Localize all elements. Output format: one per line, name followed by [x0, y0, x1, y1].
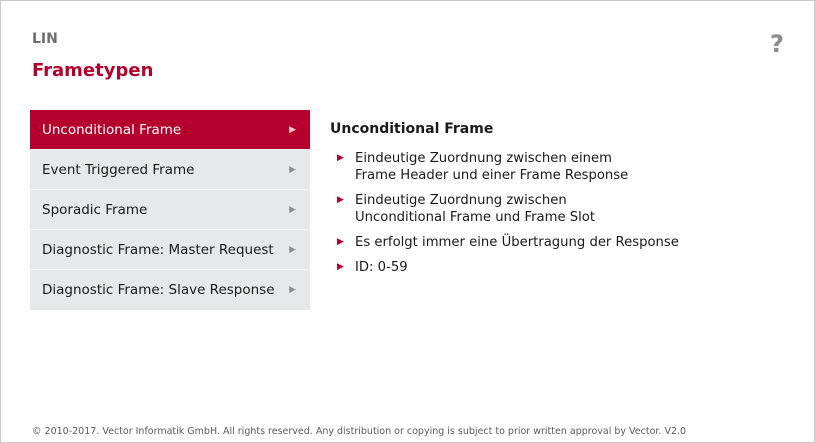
chevron-right-icon: ▶ [289, 285, 296, 295]
menu-item-label: Diagnostic Frame: Master Request [42, 241, 274, 258]
menu-item-sporadic-frame[interactable] [30, 190, 310, 230]
bullet-text: ID: 0-59 [355, 260, 408, 275]
menu-item-unconditional-frame[interactable] [30, 110, 310, 150]
bullet-text: Eindeutige Zuordnung zwischen Unconditional Frame und Frame Slot [355, 193, 596, 225]
detail-panel [330, 121, 790, 284]
bullet-arrow-icon: ▶ [337, 195, 344, 205]
chevron-right-icon: ▶ [289, 204, 296, 215]
chevron-right-icon: ▶ [289, 244, 296, 255]
help-icon[interactable]: ? [770, 30, 784, 58]
menu-item-label: Sporadic Frame [42, 201, 148, 218]
menu-item-event-triggered-frame[interactable] [30, 150, 310, 190]
bullet-arrow-icon: ▶ [337, 153, 344, 163]
bullet-item [330, 192, 790, 226]
section-label: LIN [32, 31, 58, 47]
bullet-item [330, 259, 790, 276]
menu-item-label: Unconditional Frame [42, 121, 182, 138]
bullet-text: Eindeutige Zuordnung zwischen einem Frame Header und einer Frame Response [355, 151, 629, 183]
copyright-footer: © 2010-2017. Vector Informatik GmbH. All rights reserved. Any distribution or copying is subject to prior written approval by Vector. V2.0 [32, 426, 687, 437]
menu-item-diagnostic-master-request[interactable] [30, 230, 310, 270]
bullet-item [330, 150, 790, 184]
bullet-item [330, 234, 790, 251]
page-title: Frametypen [32, 60, 154, 81]
chevron-right-icon: ▶ [289, 164, 296, 175]
bullet-arrow-icon: ▶ [337, 237, 344, 247]
chevron-right-icon: ▶ [289, 124, 296, 135]
frame-type-menu [30, 110, 310, 310]
menu-item-diagnostic-slave-response[interactable] [30, 270, 310, 310]
detail-title: Unconditional Frame [330, 121, 494, 137]
menu-item-label: Diagnostic Frame: Slave Response [42, 282, 275, 298]
bullet-arrow-icon: ▶ [337, 262, 344, 272]
menu-item-label: Event Triggered Frame [42, 161, 195, 178]
bullet-text: Es erfolgt immer eine Übertragung der Response [355, 235, 679, 250]
